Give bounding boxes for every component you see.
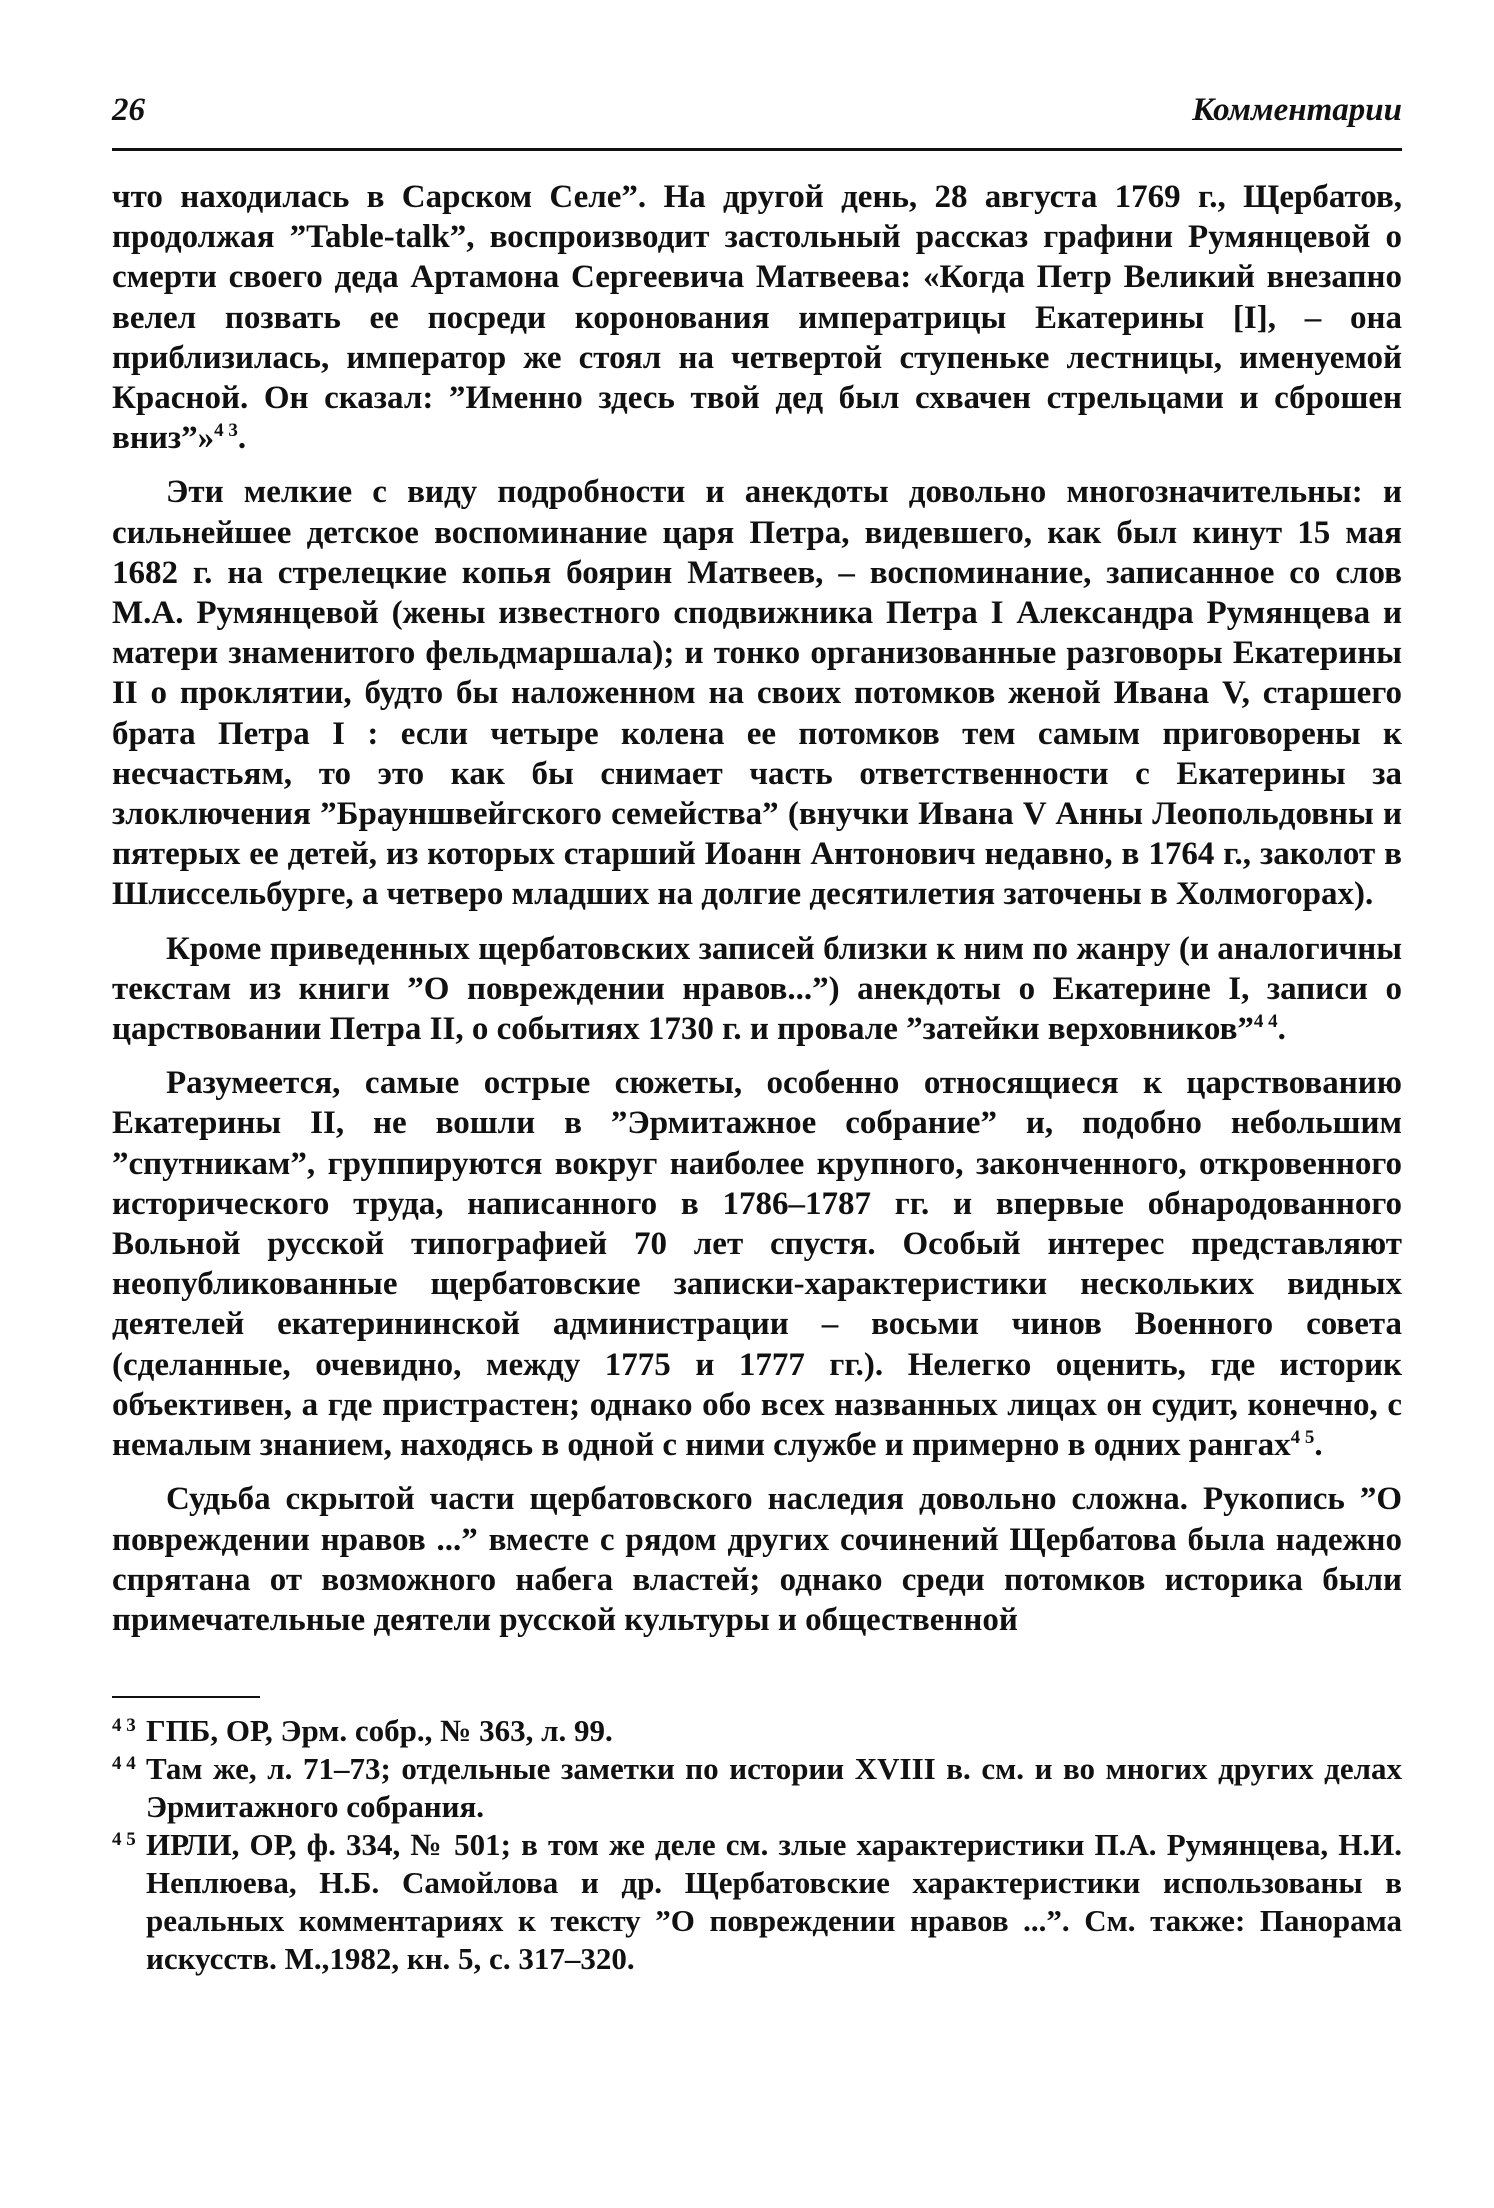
footnote-ref: 4 4 [1253, 1011, 1278, 1033]
footnote-rule [112, 1696, 260, 1698]
footnote-mark: 4 5 [112, 1829, 136, 1851]
page-header [112, 92, 1402, 136]
footnote [112, 1826, 1402, 1978]
paragraph-text: Судьба скрытой части щербатовского наследия довольно сложна. Рукопись ”О повреждении нравов ...” вместе с рядом других сочинений Щербатова была надежно спрятана от возможного набега властей; однако среди потомков историка были примечательные деятели русской культуры и общественной [112, 1481, 1402, 1638]
footnote-ref: 4 3 [214, 420, 238, 442]
body-text [112, 177, 1402, 1640]
paragraph [112, 929, 1402, 1050]
footnote-mark: 4 4 [112, 1753, 136, 1775]
footnote [112, 1750, 1402, 1826]
footnote-text: ИРЛИ, ОР, ф. 334, № 501; в том же деле см. злые характеристики П.А. Румянцева, Н.И. Неплюева, Н.Б. Самойлова и др. Щербатовские характеристики использованы в реальных комментариях к тексту ”О повреждении нравов ...”. См. также: Панорама искусств. М.,1982, кн. 5, с. 317–320. [146, 1827, 1402, 1977]
paragraph [112, 1063, 1402, 1465]
paragraph [112, 177, 1402, 458]
page-number: 26 [112, 92, 145, 128]
footnote-text: Там же, л. 71–73; отдельные заметки по истории XVIII в. см. и во многих других делах Эрмитажного собрания. [146, 1751, 1402, 1825]
paragraph [112, 1479, 1402, 1640]
footnote [112, 1712, 1402, 1750]
running-head: Комментарии [1192, 92, 1402, 128]
footnotes [112, 1712, 1402, 1978]
paragraph-end: . [1314, 1427, 1323, 1464]
footnote-text: ГПБ, ОР, Эрм. собр., № 363, л. 99. [146, 1713, 613, 1749]
paragraph-text: что находилась в Сарском Селе”. На другой день, 28 августа 1769 г., Щербатов, продолжая ”Table-talk”, воспроизводит застольный рассказ графини Румянцевой о смерти своего деда Артамона Сергеевича Матвеева: «Когда Петр Великий внезапно велел позвать ее посреди коронования императрицы Екатерины [I], – она приблизилась, император же стоял на четвертой ступеньке лестницы, именуемой Красной. Он сказал: ”Именно здесь твой дед был схвачен стрельцами и сброшен вниз”» [112, 179, 1402, 457]
paragraph-text: Кроме приведенных щербатовских записей близки к ним по жанру (и аналогичны текстам из книги ”О повреждении нравов...”) анекдоты о Екатерине I, записи о царствовании Петра II, о событиях 1730 г. и провале ”затейки верховников” [112, 930, 1402, 1048]
footnote-mark: 4 3 [112, 1715, 136, 1737]
header-rule [112, 148, 1402, 151]
paragraph-end: . [1277, 1011, 1286, 1048]
book-page [112, 92, 1402, 1978]
paragraph-text: Эти мелкие с виду подробности и анекдоты довольно многозначительны: и сильнейшее детское воспоминание царя Петра, видевшего, как был кинут 15 мая 1682 г. на стрелецкие копья боярин Матвеев, – воспоминание, записанное со слов М.А. Румянцевой (жены известного сподвижника Петра I Александра Румянцева и матери знаменитого фельдмаршала); и тонко организованные разговоры Екатерины II о проклятии, будто бы наложенном на своих потомков женой Ивана V, старшего брата Петра I : если четыре колена ее потомков тем самым приговорены к несчастьям, то это как бы снимает часть ответственности с Екатерины за злоключения ”Брауншвейгского семейства” (внучки Ивана V Анны Леопольдовны и пятерых ее детей, из которых старший Иоанн Антонович недавно, в 1764 г., заколот в Шлиссельбурге, а четверо младших на долгие десятилетия заточены в Холмогорах). [112, 474, 1402, 913]
paragraph-text: Разумеется, самые острые сюжеты, особенно относящиеся к царствованию Екатерины II, не вошли в ”Эрмитажное собрание” и, подобно небольшим ”спутникам”, группируются вокруг наиболее крупного, законченного, откровенного исторического труда, написанного в 1786–1787 гг. и впервые обнародованного Вольной русской типографией 70 лет спустя. Особый интерес представляют неопубликованные щербатовские записки-характеристики нескольких видных деятелей екатерининской администрации – восьми чинов Военного совета (сделанные, очевидно, между 1775 и 1777 гг.). Нелегко оценить, где историк объективен, а где пристрастен; однако обо всех названных лицах он судит, конечно, с немалым знанием, находясь в одной с ними службе и примерно в одних рангах [112, 1065, 1402, 1464]
paragraph-end: . [237, 420, 247, 457]
footnote-ref: 4 5 [1290, 1427, 1315, 1449]
paragraph [112, 472, 1402, 914]
